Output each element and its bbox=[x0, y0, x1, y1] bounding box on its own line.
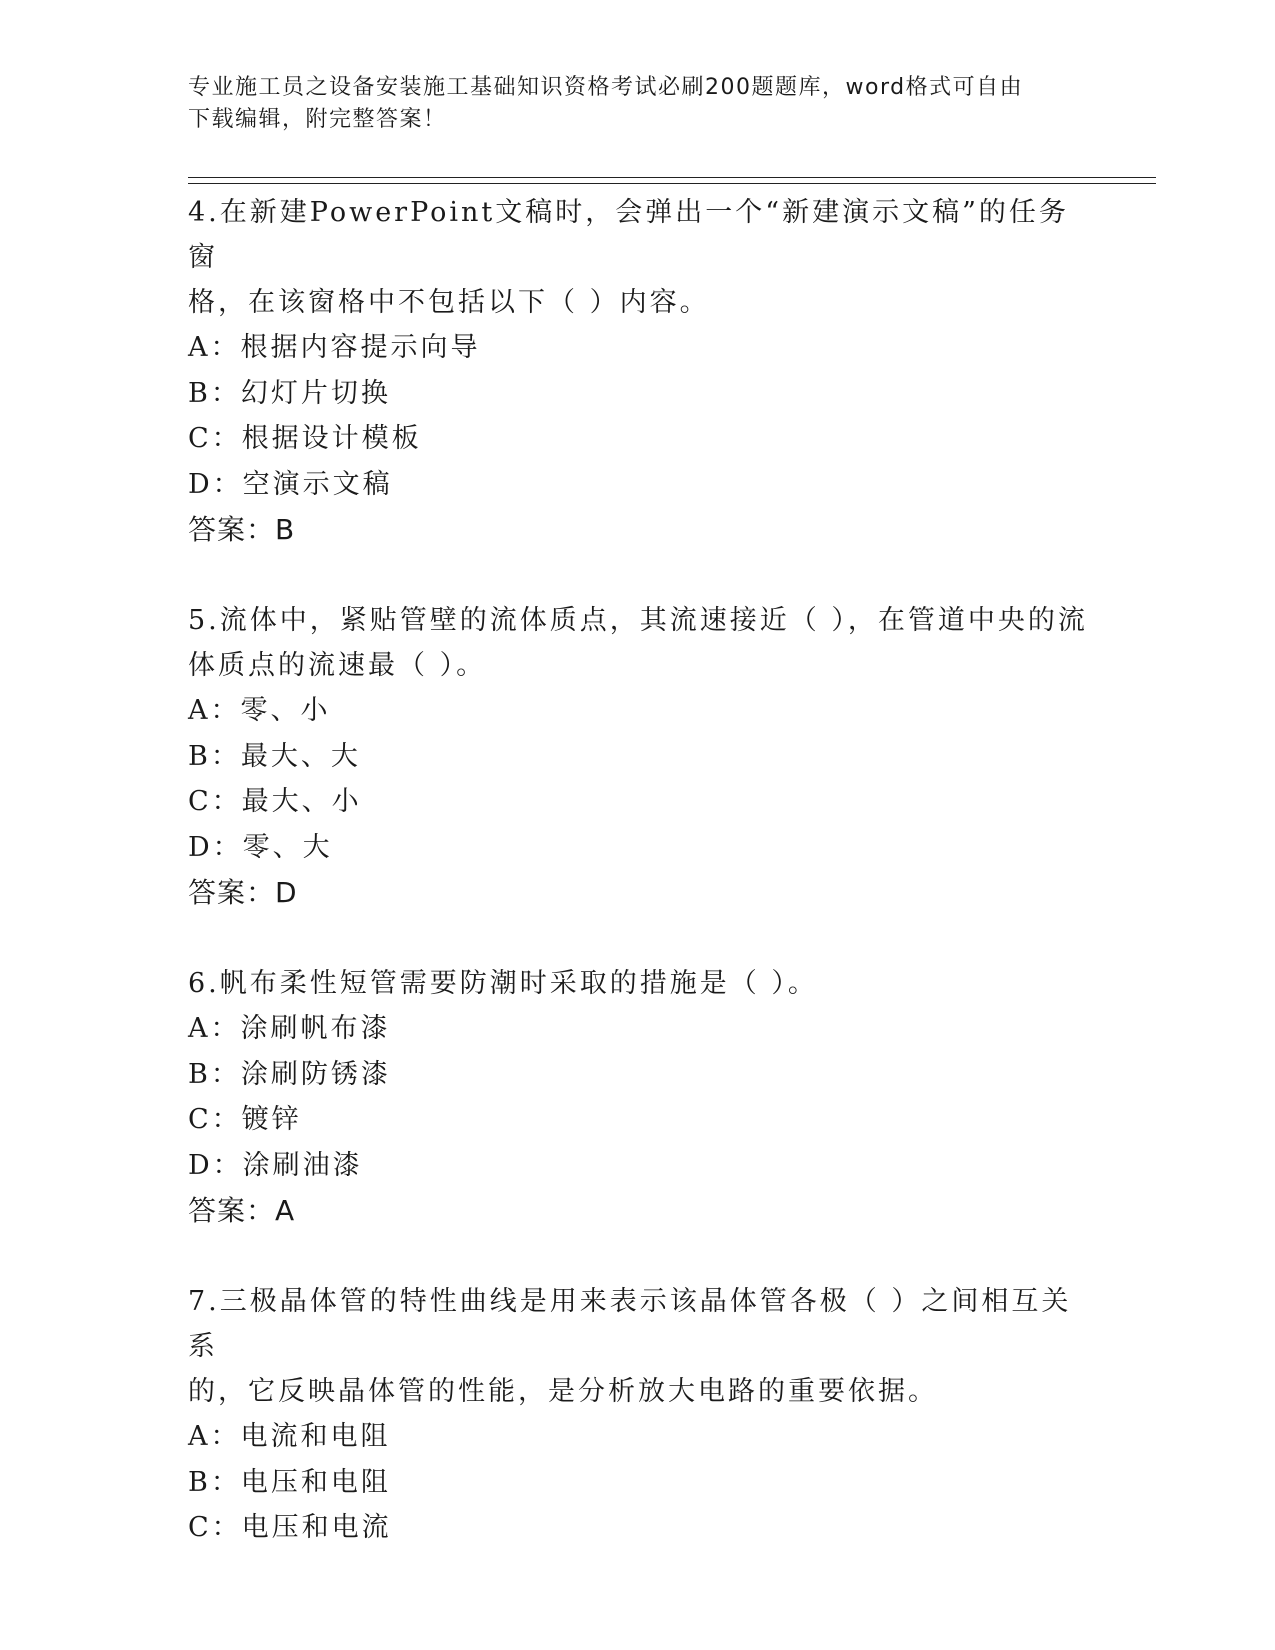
question-7 bbox=[188, 1279, 1088, 1551]
option-c: C：根据设计模板 bbox=[188, 423, 422, 454]
option-d: D：零、大 bbox=[188, 831, 333, 863]
question-6 bbox=[188, 961, 1088, 1233]
question-list bbox=[188, 190, 1088, 1597]
question-stem-line: 7.三极晶体管的特性曲线是用来表示该晶体管各极（ ）之间相互关系 bbox=[188, 1286, 1072, 1362]
question-stem-line: 6.帆布柔性短管需要防潮时采取的措施是（ ）。 bbox=[188, 968, 818, 999]
document-header bbox=[188, 72, 1088, 136]
option-a: A：根据内容提示向导 bbox=[188, 332, 481, 363]
option-c: C：电压和电流 bbox=[188, 1512, 392, 1543]
question-4 bbox=[188, 190, 1088, 552]
option-b: B：幻灯片切换 bbox=[188, 377, 391, 409]
option-c: C：最大、小 bbox=[188, 786, 362, 817]
option-b: B：涂刷防锈漆 bbox=[188, 1058, 391, 1090]
question-stem-line: 的，它反映晶体管的性能，是分析放大电路的重要依据。 bbox=[188, 1376, 938, 1407]
question-stem-line: 4.在新建PowerPoint文稿时，会弹出一个“新建演示文稿”的任务窗 bbox=[188, 197, 1069, 273]
question-stem-line: 体质点的流速最（ ）。 bbox=[188, 650, 487, 681]
question-stem-line: 格，在该窗格中不包括以下（ ）内容。 bbox=[188, 287, 710, 318]
header-divider-bottom bbox=[188, 183, 1156, 184]
option-a: A：电流和电阻 bbox=[188, 1421, 391, 1452]
option-a: A：涂刷帆布漆 bbox=[188, 1013, 391, 1044]
option-d: D：空演示文稿 bbox=[188, 468, 393, 500]
option-d: D：涂刷油漆 bbox=[188, 1149, 363, 1181]
answer: 答案：A bbox=[188, 1194, 296, 1227]
question-stem-line: 5.流体中，紧贴管壁的流体质点，其流速接近（ ），在管道中央的流 bbox=[188, 605, 1088, 636]
answer: 答案：D bbox=[188, 876, 298, 909]
option-c: C：镀锌 bbox=[188, 1104, 302, 1135]
header-divider-top bbox=[188, 177, 1156, 178]
option-a: A：零、小 bbox=[188, 695, 331, 726]
header-line-1: 专业施工员之设备安装施工基础知识资格考试必刷200题题库，word格式可自由 bbox=[188, 75, 1024, 100]
header-line-2: 下载编辑，附完整答案！ bbox=[188, 107, 447, 132]
option-b: B：最大、大 bbox=[188, 740, 361, 772]
option-b: B：电压和电阻 bbox=[188, 1466, 391, 1498]
question-5 bbox=[188, 598, 1088, 915]
answer: 答案：B bbox=[188, 513, 296, 546]
